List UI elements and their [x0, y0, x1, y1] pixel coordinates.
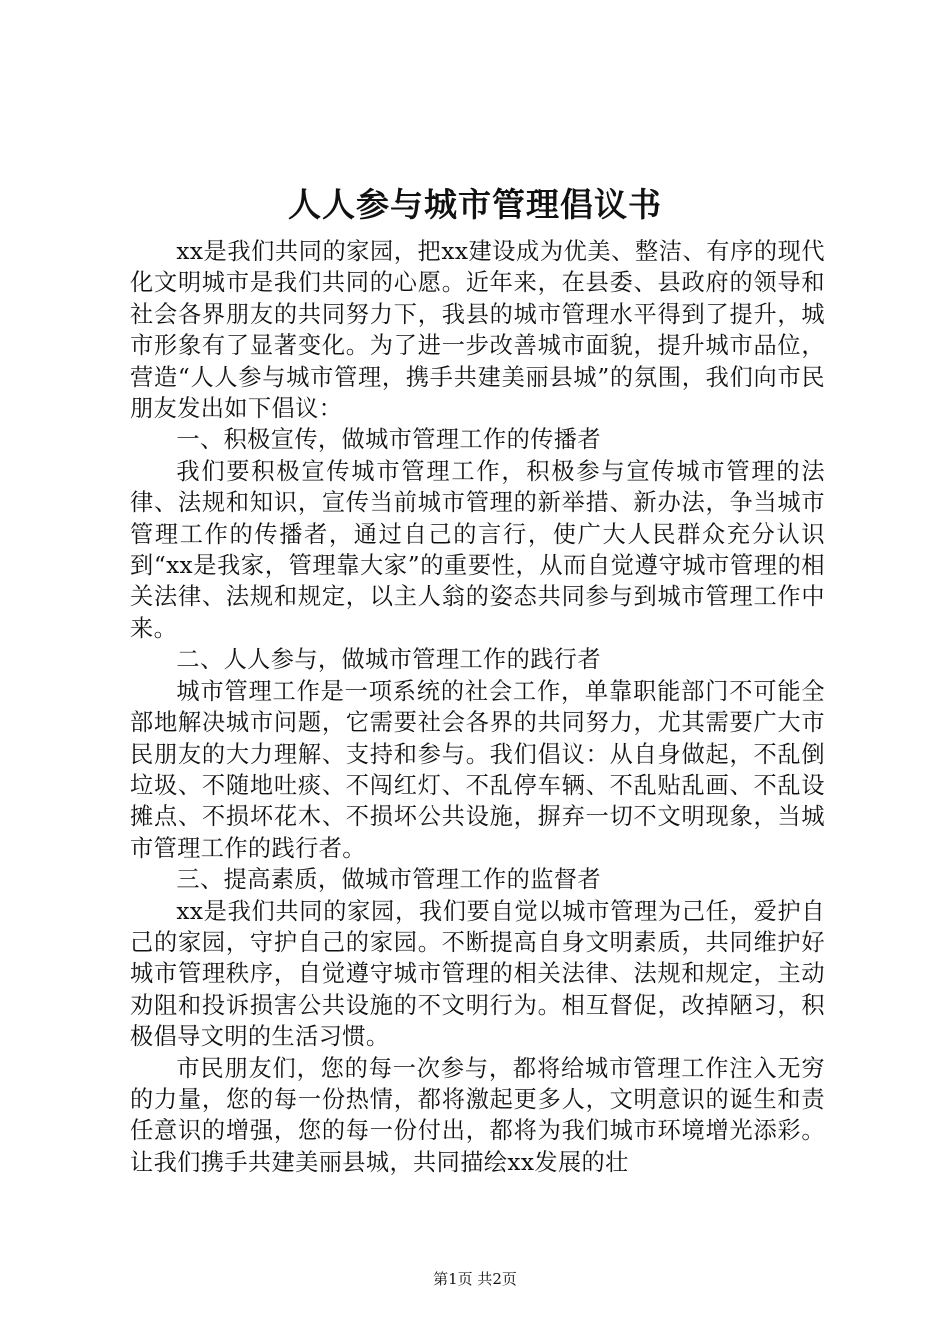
- section-heading-2: 二、人人参与，做城市管理工作的践行者: [176, 646, 601, 674]
- section-heading-3: 三、提高素质，做城市管理工作的监督者: [176, 866, 601, 894]
- page-number-footer: 第1页 共2页: [433, 1270, 517, 1288]
- paragraph-closing: 市民朋友们，您的每一次参与，都将给城市管理工作注入无穷的力量，您的每一份热情，都将激起更多人，文明意识的诞生和责任意识的增强，您的每一份付出，都将为我们城市环境增光添彩。让我们携手共建美丽县城，共同描绘xx发展的壮: [130, 1054, 825, 1176]
- document-body: [130, 236, 825, 1178]
- paragraph-section-1: 我们要积极宣传城市管理工作，积极参与宣传城市管理的法律、法规和知识，宣传当前城市管理的新举措、新办法，争当城市管理工作的传播者，通过自己的言行，使广大人民群众充分认识到“xx是我家，管理靠大家”的重要性，从而自觉遵守城市管理的相关法律、法规和规定，以主人翁的姿态共同参与到城市管理工作中来。: [130, 457, 825, 642]
- section-heading-1: 一、积极宣传，做城市管理工作的传播者: [176, 426, 601, 454]
- document-title: 人人参与城市管理倡议书: [288, 185, 662, 224]
- paragraph-section-2: 城市管理工作是一项系统的社会工作，单靠职能部门不可能全部地解决城市问题，它需要社会各界的共同努力，尤其需要广大市民朋友的大力理解、支持和参与。我们倡议：从自身做起，不乱倒垃圾、不随地吐痰、不闯红灯、不乱停车辆、不乱贴乱画、不乱设摊点、不损坏花木、不损坏公共设施，摒弃一切不文明现象，当城市管理工作的践行者。: [130, 677, 825, 862]
- paragraph-intro: xx是我们共同的家园，把xx建设成为优美、整洁、有序的现代化文明城市是我们共同的心愿。近年来，在县委、县政府的领导和社会各界朋友的共同努力下，我县的城市管理水平得到了提升，城市形象有了显著变化。为了进一步改善城市面貌，提升城市品位，营造“人人参与城市管理，携手共建美丽县城”的氛围，我们向市民朋友发出如下倡议：: [130, 238, 825, 423]
- paragraph-section-3: xx是我们共同的家园，我们要自觉以城市管理为己任，爱护自己的家园，守护自己的家园。不断提高自身文明素质，共同维护好城市管理秩序，自觉遵守城市管理的相关法律、法规和规定，主动劝阻和投诉损害公共设施的不文明行为。相互督促，改掉陋习，积极倡导文明的生活习惯。: [130, 897, 825, 1051]
